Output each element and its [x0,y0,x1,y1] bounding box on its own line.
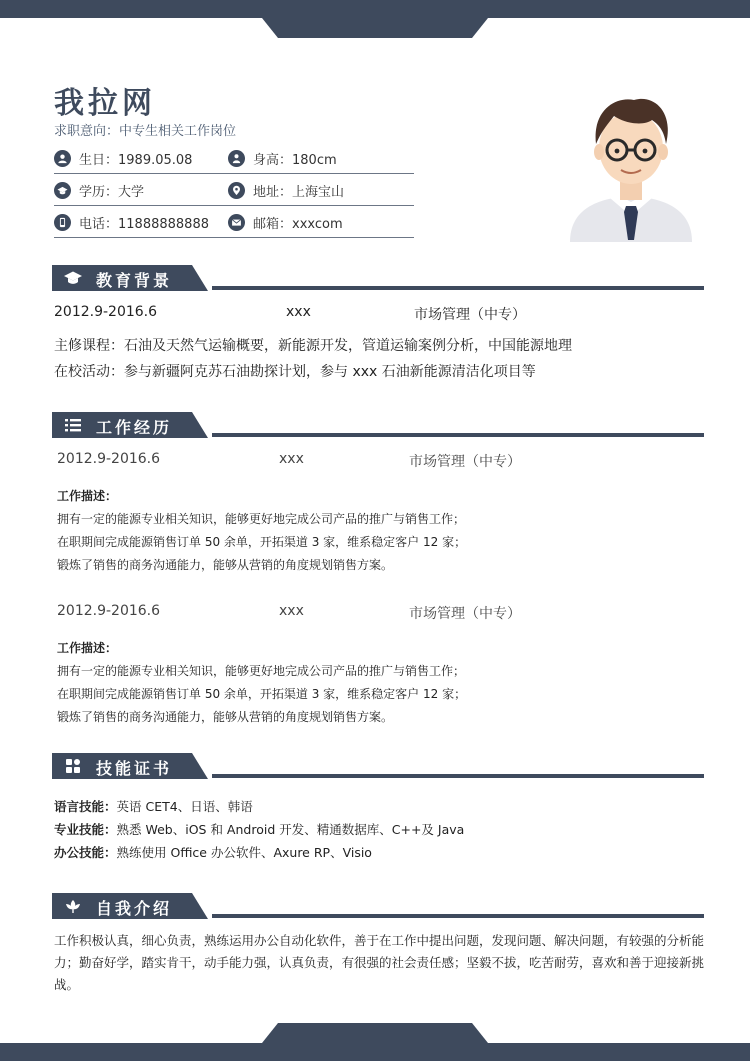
job-intention: 求职意向：中专生相关工作岗位 [54,124,237,139]
section-title: 工作经历 [96,418,173,437]
education-major: 市场管理（中专） [414,307,526,323]
location-pin-icon [228,182,245,199]
education-courses: 主修课程：石油及天然气运输概要，新能源开发，管道运输案例分析，中国能源地理 [54,338,572,354]
section-header-education [52,265,704,291]
user-icon [54,150,71,167]
skill-value: 熟悉 Web、iOS 和 Android 开发、精通数据库、C++及 Java [116,822,465,837]
skill-value: 英语 CET4、日语、韩语 [116,799,253,814]
work-desc-line: 拥有一定的能源专业相关知识，能够更好地完成公司产品的推广与销售工作； [57,664,466,678]
education-entry [54,304,654,324]
section-rule [212,914,704,918]
skill-label: 语言技能： [54,799,117,814]
info-birthday [54,148,192,168]
mail-icon [228,214,245,231]
info-row [54,142,414,174]
info-email-text: 邮箱：xxxcom [253,216,343,232]
graduation-cap-icon [64,270,82,286]
section-title: 自我介绍 [96,899,173,918]
list-icon [64,417,82,433]
work-entry-header [57,603,657,623]
personal-info-grid [54,142,414,238]
education-school: xxx [286,304,311,320]
skill-language [54,797,253,815]
info-phone-text: 电话：11888888888 [79,216,209,232]
section-rule [212,774,704,778]
info-education [54,180,144,200]
work-company: xxx [279,451,304,467]
info-email [228,212,343,232]
graduation-cap-icon [54,182,71,199]
section-title: 教育背景 [96,271,173,290]
skill-office [54,843,372,861]
skill-value: 熟练使用 Office 办公软件、Axure RP、Visio [116,845,372,860]
work-company: xxx [279,603,304,619]
work-period: 2012.9-2016.6 [57,603,161,619]
info-height [228,148,337,168]
section-header-self-intro [52,893,704,919]
work-desc-title: 工作描述： [57,641,118,655]
info-education-text: 学历：大学 [79,184,145,200]
work-period: 2012.9-2016.6 [57,451,161,467]
phone-icon [54,214,71,231]
section-header-work [52,412,704,438]
section-rule [212,286,704,290]
work-desc-line: 锻炼了销售的商务沟通能力，能够从营销的角度规划销售方案。 [57,710,394,724]
resume-name: 我拉网 [54,86,156,121]
work-entry-header [57,451,657,471]
self-intro-text: 工作积极认真，细心负责，熟练运用办公自动化软件，善于在工作中提出问题，发现问题、解决问题，有较强的分析能力；勤奋好学，踏实肯干，动手能力强，认真负责，有很强的社会责任感；坚毅不拔，吃苦耐劳，喜欢和善于迎接新挑战。 [54,933,705,992]
section-header-skills [52,753,704,779]
person-icon [228,150,245,167]
section-title: 技能证书 [96,759,173,778]
grid-icon [64,758,82,774]
info-birthday-text: 生日：1989.05.08 [79,152,193,168]
skill-label: 专业技能： [54,822,117,837]
work-desc-line: 在职期间完成能源销售订单 50 余单，开拓渠道 3 家，维系稳定客户 12 家； [57,535,467,549]
work-desc-line: 在职期间完成能源销售订单 50 余单，开拓渠道 3 家，维系稳定客户 12 家； [57,687,467,701]
lotus-icon [64,898,82,914]
avatar [566,90,696,242]
work-position: 市场管理（中专） [409,454,521,470]
info-height-text: 身高：180cm [253,152,337,168]
info-row [54,174,414,206]
info-address [228,180,344,200]
section-rule [212,433,704,437]
info-row [54,206,414,238]
top-decoration-band [0,0,750,38]
skill-label: 办公技能： [54,845,117,860]
work-desc-line: 锻炼了销售的商务沟通能力，能够从营销的角度规划销售方案。 [57,558,394,572]
work-position: 市场管理（中专） [409,606,521,622]
skill-professional [54,820,464,838]
education-period: 2012.9-2016.6 [54,304,158,320]
info-address-text: 地址：上海宝山 [253,184,345,200]
info-phone [54,212,209,232]
education-activities: 在校活动：参与新疆阿克苏石油勘探计划，参与 xxx 石油新能源清洁化项目等 [54,364,536,380]
bottom-decoration-band [0,1023,750,1061]
work-desc-line: 拥有一定的能源专业相关知识，能够更好地完成公司产品的推广与销售工作； [57,512,466,526]
work-desc-title: 工作描述： [57,489,118,503]
